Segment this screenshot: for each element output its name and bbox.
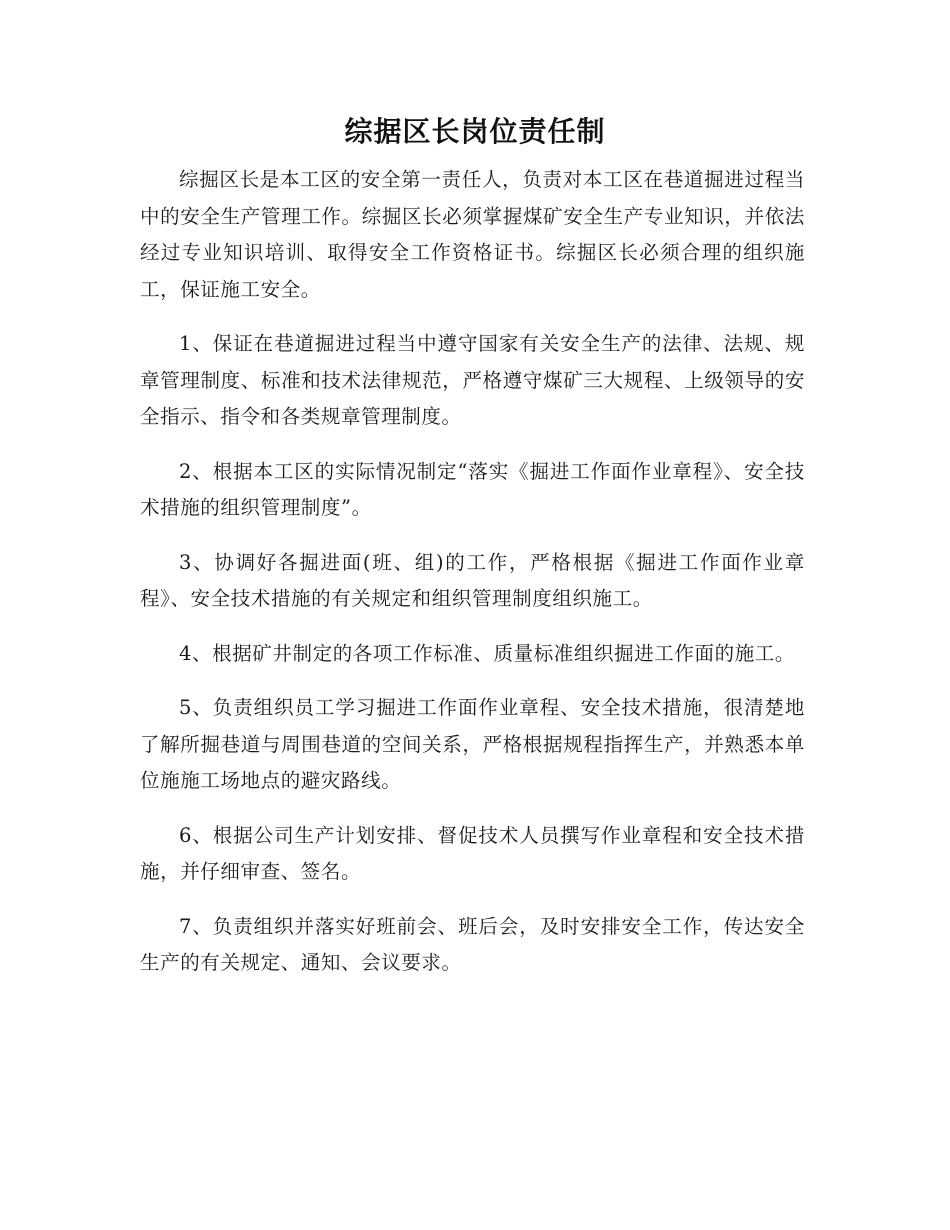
clause-5-paragraph: 5、负责组织员工学习掘进工作面作业章程、安全技术措施，很清楚地了解所掘巷道与周围巷道的空间关系，严格根据规程指挥生产，并熟悉本单位施施工场地点的避灾路线。 <box>140 696 805 792</box>
clause-3-paragraph: 3、协调好各掘进面(班、组)的工作，严格根据《掘进工作面作业章程》、安全技术措施的有关规定和组织管理制度组织施工。 <box>140 550 805 610</box>
document-title: 综据区长岗位责任制 <box>344 115 606 148</box>
clause-7-paragraph: 7、负责组织并落实好班前会、班后会，及时安排安全工作，传达安全生产的有关规定、通知、会议要求。 <box>140 914 805 974</box>
document-body <box>140 162 805 1000</box>
clause-4-paragraph: 4、根据矿井制定的各项工作标准、质量标准组织掘进工作面的施工。 <box>179 641 796 665</box>
clause-6-paragraph: 6、根据公司生产计划安排、督促技术人员撰写作业章程和安全技术措施，并仔细审查、签名。 <box>140 823 805 883</box>
clause-1-paragraph: 1、保证在巷道掘进过程当中遵守国家有关安全生产的法律、法规、规章管理制度、标准和技术法律规范，严格遵守煤矿三大规程、上级领导的安全指示、指令和各类规章管理制度。 <box>140 332 805 428</box>
clause-2-paragraph: 2、根据本工区的实际情况制定“落实《掘进工作面作业章程》、安全技术措施的组织管理制度”。 <box>140 459 805 519</box>
intro-paragraph: 综掘区长是本工区的安全第一责任人，负责对本工区在巷道掘进过程当中的安全生产管理工作。综掘区长必须掌握煤矿安全生产专业知识，并依法经过专业知识培训、取得安全工作资格证书。综掘区长必须合理的组织施工，保证施工安全。 <box>140 168 805 301</box>
